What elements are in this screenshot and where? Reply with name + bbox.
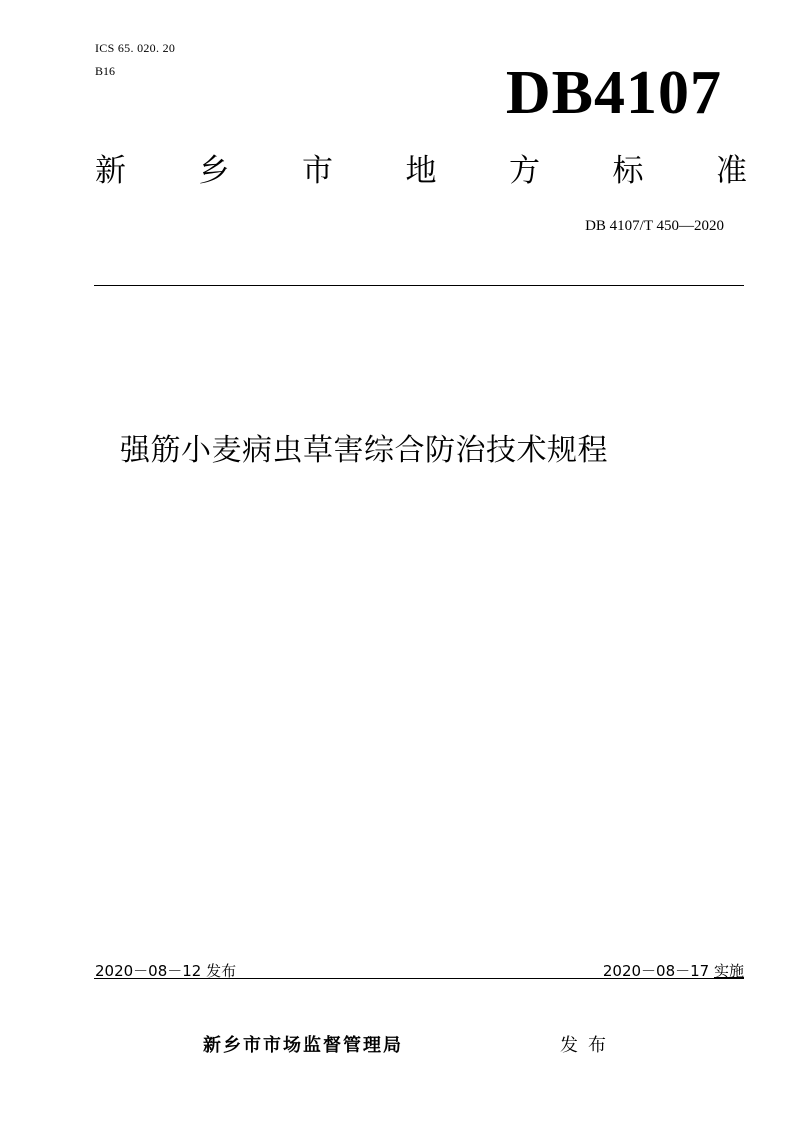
ics-code: ICS 65. 020. 20 bbox=[95, 41, 176, 55]
standard-type-char: 标 bbox=[612, 153, 644, 189]
implement-date-value: 2020－08－17 bbox=[602, 962, 714, 980]
implement-word: 实施 bbox=[713, 962, 744, 980]
issue-label: 发布 bbox=[560, 1035, 616, 1056]
top-divider bbox=[94, 285, 744, 286]
standard-type-char: 方 bbox=[509, 153, 540, 189]
publish-date: 2020－08－12 发布 bbox=[95, 962, 237, 980]
standard-type-char: 乡 bbox=[198, 153, 230, 189]
document-title: 强筋小麦病虫草害综合防治技术规程 bbox=[120, 433, 608, 468]
db-code: DB4107 bbox=[505, 59, 722, 127]
standard-type-char: 新 bbox=[95, 153, 126, 189]
standard-type-char: 准 bbox=[716, 153, 747, 189]
bottom-divider bbox=[94, 978, 744, 979]
classification-code: B16 bbox=[95, 64, 116, 78]
standard-number: DB 4107/T 450—2020 bbox=[585, 218, 724, 234]
issuing-authority: 新乡市市场监督管理局 bbox=[203, 1035, 403, 1056]
standard-type-char: 市 bbox=[302, 153, 333, 189]
standard-type-heading bbox=[95, 153, 747, 189]
standard-type-char: 地 bbox=[405, 153, 437, 189]
